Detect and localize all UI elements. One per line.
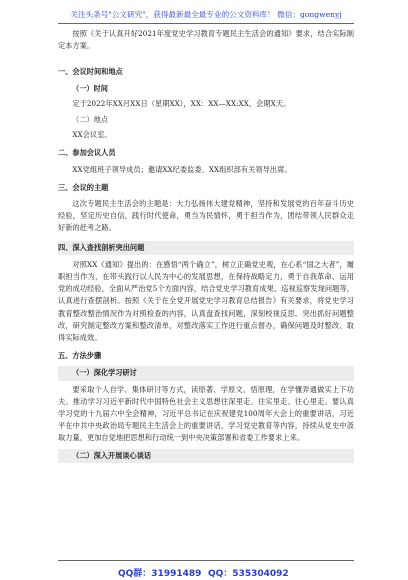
section-2-text: XX党组班子领导成员；邀请XX纪委监委、XX组织部有关领导出席。	[72, 164, 292, 174]
section-1-2-text: XX会议室。	[72, 130, 112, 140]
document-body	[58, 28, 354, 466]
section-5-2-heading: （二）深入开展谈心谈话	[58, 449, 354, 463]
section-1-2-heading: （二）地点	[72, 115, 108, 125]
section-5-1-text: 要采取个人自学、集体研讨等方式，读原著、学原文、悟原理，在学懂弄通做实上下功夫。推动学习习近平新时代中国特色社会主义思想往深里走、往实里走、往心里走。要认真学习党的十九届六中全会精神，习近平总书记在庆祝建党100周年大会上的重要讲话，习近平在中共中央政治局专题民主生活会上的重要讲话，学习党史教育等内容，持续从党史中汲取力量，更加自觉地把思想和行动统一到中央决策部署和省委工作要求上来。	[58, 384, 354, 443]
section-3-text: 这次专题民主生活会的主题是：大力弘扬伟大建党精神，坚持和发展党的百年奋斗历史经验，坚定历史自信，践行时代使命，勇当为民情怀，勇于担当作为，团结带领人民群众走好新的赶考之路。	[58, 199, 354, 233]
section-1-1-text: 定于2022年XX月XX日（星期XX），XX：XX—XX:XX，会期X天。	[72, 98, 291, 108]
section-3-heading: 三、会议的主题	[58, 182, 109, 192]
section-5-1-heading: （一）深化学习研讨	[58, 366, 354, 380]
qq-group-text: QQ群：31991489	[118, 569, 202, 579]
section-1-heading: 一、会议时间和地点	[58, 67, 123, 77]
qq-contact-text: QQ：535304092	[208, 569, 289, 579]
section-4-heading: 四、深入查找剖析突出问题	[58, 241, 354, 255]
page-header-banner: 关注头条号"公文研究"，获得最新最全最专业的公文资料库！ 微信：gongwenyj	[58, 10, 354, 24]
section-4-text: 对照XX《通知》提出的：在感悟“两个确立”，树立正确党史观，在心系“国之大者”，履职担当作为，在带头践行以人民为中心的发展思想，在保持战略定力，勇于自我革命、运用党的成功经验，全面从严治党5个方面内容，结合党史学习教育成果、巡视巡察发现问题等，认真进行查摆剖析。按照《关于在全党开展党史学习教育总结报告》有关要求，将党史学习教育整改整治情况作为对照检查的内容，认真盘查找问题，深刻校视反思。突出抓好问题整改，研究制定整改方案和整改清单，对整改落实工作进行重点督办，确保问题及时整改、取得实际成效。	[58, 259, 354, 343]
section-2-heading: 二、参加会议人员	[58, 148, 116, 158]
intro-paragraph: 按照《关于认真开好2021年度党史学习教育专题民主生活会的通知》要求，结合实际制定本方案。	[58, 29, 354, 51]
section-1-1-heading: （一）时间	[72, 83, 108, 93]
page-footer	[58, 560, 354, 579]
section-5-heading: 五、方法步骤	[58, 351, 102, 361]
